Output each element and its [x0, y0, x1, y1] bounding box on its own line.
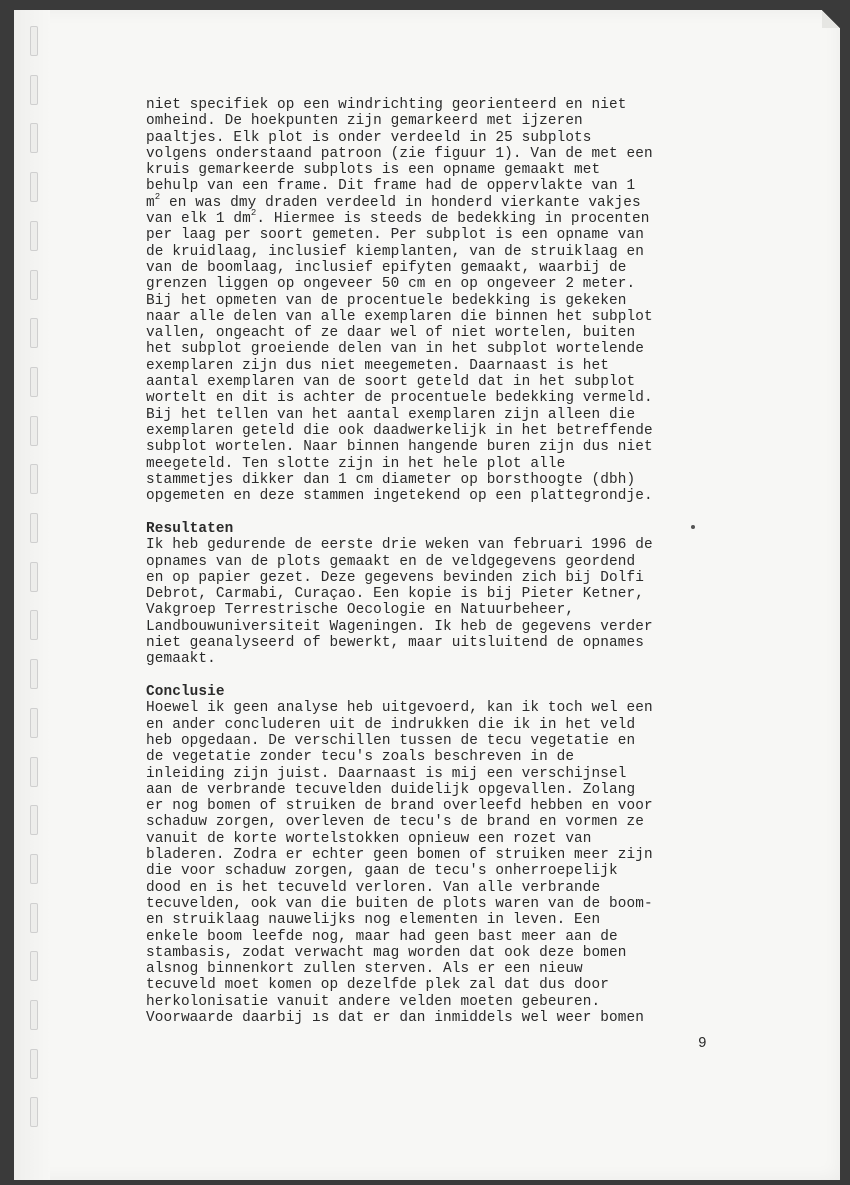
text-line: Bij het opmeten van de procentuele bedekking is gekeken: [146, 292, 627, 309]
text-line: schaduw zorgen, overleven de tecu's de brand en vormen ze: [146, 814, 644, 831]
text-line: opgemeten en deze stammen ingetekend op een plattegrondje.: [146, 488, 653, 505]
text-line: Landbouwuniversiteit Wageningen. Ik heb de gegevens verder: [146, 618, 653, 635]
text-line: opnames van de plots gemaakt en de veldgegevens geordend: [146, 553, 636, 570]
punch-hole: [30, 318, 38, 348]
punch-hole: [30, 1097, 38, 1127]
punch-hole: [30, 951, 38, 981]
punch-hole: [30, 75, 38, 105]
text-line: bladeren. Zodra er echter geen bomen of struiken meer zijn: [146, 847, 653, 864]
folded-corner: [822, 10, 840, 28]
punch-hole: [30, 854, 38, 884]
text-line: gemaakt.: [146, 651, 216, 668]
punch-hole: [30, 805, 38, 835]
punch-hole: [30, 1000, 38, 1030]
text-line: van de boomlaag, inclusief epifyten gemaakt, waarbij de: [146, 259, 627, 276]
text-line: heb opgedaan. De verschillen tussen de tecu vegetatie en: [146, 732, 636, 749]
text-line: vallen, ongeacht of ze daar wel of niet wortelen, buiten: [146, 325, 636, 342]
text-line: alsnog binnenkort zullen sterven. Als er een nieuw: [146, 961, 583, 978]
text-line: per laag per soort gemeten. Per subplot is een opname van: [146, 227, 644, 244]
text-line: niet geanalyseerd of bewerkt, maar uitsluitend de opnames: [146, 635, 644, 651]
punch-hole: [30, 903, 38, 933]
text-line: Ik heb gedurende de eerste drie weken van februari 1996 de: [146, 537, 653, 554]
punch-hole: [30, 26, 38, 56]
text-line: dood en is het tecuveld verloren. Van alle verbrande: [146, 879, 601, 896]
body-text: [146, 97, 726, 1026]
text-line: de kruidlaag, inclusief kiemplanten, van de struiklaag en: [146, 243, 644, 260]
text-line: exemplaren zijn dus niet meegemeten. Daarnaast is het: [146, 357, 609, 374]
text-line: die voor schaduw zorgen, gaan de tecu's onherroepelijk: [146, 863, 618, 880]
punch-hole: [30, 270, 38, 300]
text-line: volgens onderstaand patroon (zie figuur 1). Van de met een: [146, 145, 653, 162]
text-line: tecuvelden, ook van die buiten de plots waren van de boom-: [146, 895, 653, 912]
text-line: en struiklaag nauwelijks nog elementen in leven. Een: [146, 912, 601, 929]
text-line: Voorwaarde daarbij ıs dat er dan inmiddels wel weer bomen: [146, 1010, 644, 1027]
punch-hole: [30, 610, 38, 640]
text-line: inleiding zijn juist. Daarnaast is mij een verschijnsel: [146, 765, 627, 782]
punch-hole: [30, 367, 38, 397]
punch-hole: [30, 123, 38, 153]
text-line: van elk 1 $dm^2$. Hiermee is steeds de bedekking in procenten: [146, 208, 650, 228]
text-line: Debrot, Carmabi, Curaçao. Een kopie is bij Pieter Ketner,: [146, 586, 644, 603]
text-line: behulp van een frame. Dit frame had de oppervlakte van 1: [146, 178, 636, 195]
text-line: omheind. De hoekpunten zijn gemarkeerd met ijzeren: [146, 113, 583, 130]
text-line: er nog bomen of struiken de brand overleefd hebben en voor: [146, 798, 653, 815]
text-line: en op papier gezet. Deze gegevens bevinden zich bij Dolfi: [146, 569, 644, 586]
punch-hole: [30, 221, 38, 251]
text-line: Bij het tellen van het aantal exemplaren zijn alleen die: [146, 406, 636, 423]
text-line: Vakgroep Terrestrische Oecologie en Natuurbeheer,: [146, 602, 575, 619]
punch-hole: [30, 757, 38, 787]
text-line: meegeteld. Ten slotte zijn in het hele plot alle: [146, 455, 566, 472]
punch-hole: [30, 708, 38, 738]
text-line: paaltjes. Elk plot is onder verdeeld in 25 subplots: [146, 129, 592, 146]
text-line: grenzen liggen op ongeveer 50 cm en op ongeveer 2 meter.: [146, 276, 636, 293]
paragraph-resultaten: [146, 537, 726, 667]
punch-hole: [30, 172, 38, 202]
punch-hole: [30, 659, 38, 689]
text-line: vanuit de korte wortelstokken opnieuw een rozet van: [146, 830, 592, 847]
punch-hole: [30, 416, 38, 446]
text-line: Hoewel ik geen analyse heb uitgevoerd, kan ik toch wel een: [146, 700, 653, 717]
punch-hole: [30, 464, 38, 494]
text-line: niet specifiek op een windrichting georienteerd en niet: [146, 97, 627, 113]
punch-hole: [30, 513, 38, 543]
text-line: $m^2$ en was dmy draden verdeeld in honderd vierkante vakjes: [146, 191, 641, 211]
heading-resultaten: Resultaten: [146, 520, 234, 537]
text-line: subplot wortelen. Naar binnen hangende buren zijn dus niet: [146, 439, 653, 456]
text-line: het subplot groeiende delen van in het subplot wortelende: [146, 341, 644, 358]
heading-conclusie: Conclusie: [146, 684, 225, 701]
text-line: aantal exemplaren van de soort geteld dat in het subplot: [146, 374, 636, 391]
text-line: de vegetatie zonder tecu's zoals beschreven in de: [146, 749, 575, 766]
punch-hole: [30, 1049, 38, 1079]
text-line: herkolonisatie vanuit andere velden moeten gebeuren.: [146, 993, 601, 1010]
ink-speck: [691, 525, 695, 529]
text-line: tecuveld moet komen op dezelfde plek zal dat dus door: [146, 977, 609, 994]
text-line: naar alle delen van alle exemplaren die binnen het subplot: [146, 308, 653, 325]
text-line: exemplaren geteld die ook daadwerkelijk in het betreffende: [146, 422, 653, 439]
paragraph-conclusie: [146, 700, 726, 1026]
text-line: stambasis, zodat verwacht mag worden dat ook deze bomen: [146, 944, 627, 961]
text-line: en ander concluderen uit de indrukken die ik in het veld: [146, 716, 636, 733]
punch-hole: [30, 562, 38, 592]
paragraph-method: [146, 97, 726, 504]
text-line: kruis gemarkeerde subplots is een opname gemaakt met: [146, 162, 601, 179]
text-line: stammetjes dikker dan 1 cm diameter op borsthoogte (dbh): [146, 471, 636, 488]
text-line: wortelt en dit is achter de procentuele bedekking vermeld.: [146, 390, 653, 407]
text-line: aan de verbrande tecuvelden duidelijk opgevallen. Zolang: [146, 781, 636, 798]
page-number: 9: [698, 1036, 707, 1052]
text-line: enkele boom leefde nog, maar had geen bast meer aan de: [146, 928, 618, 945]
